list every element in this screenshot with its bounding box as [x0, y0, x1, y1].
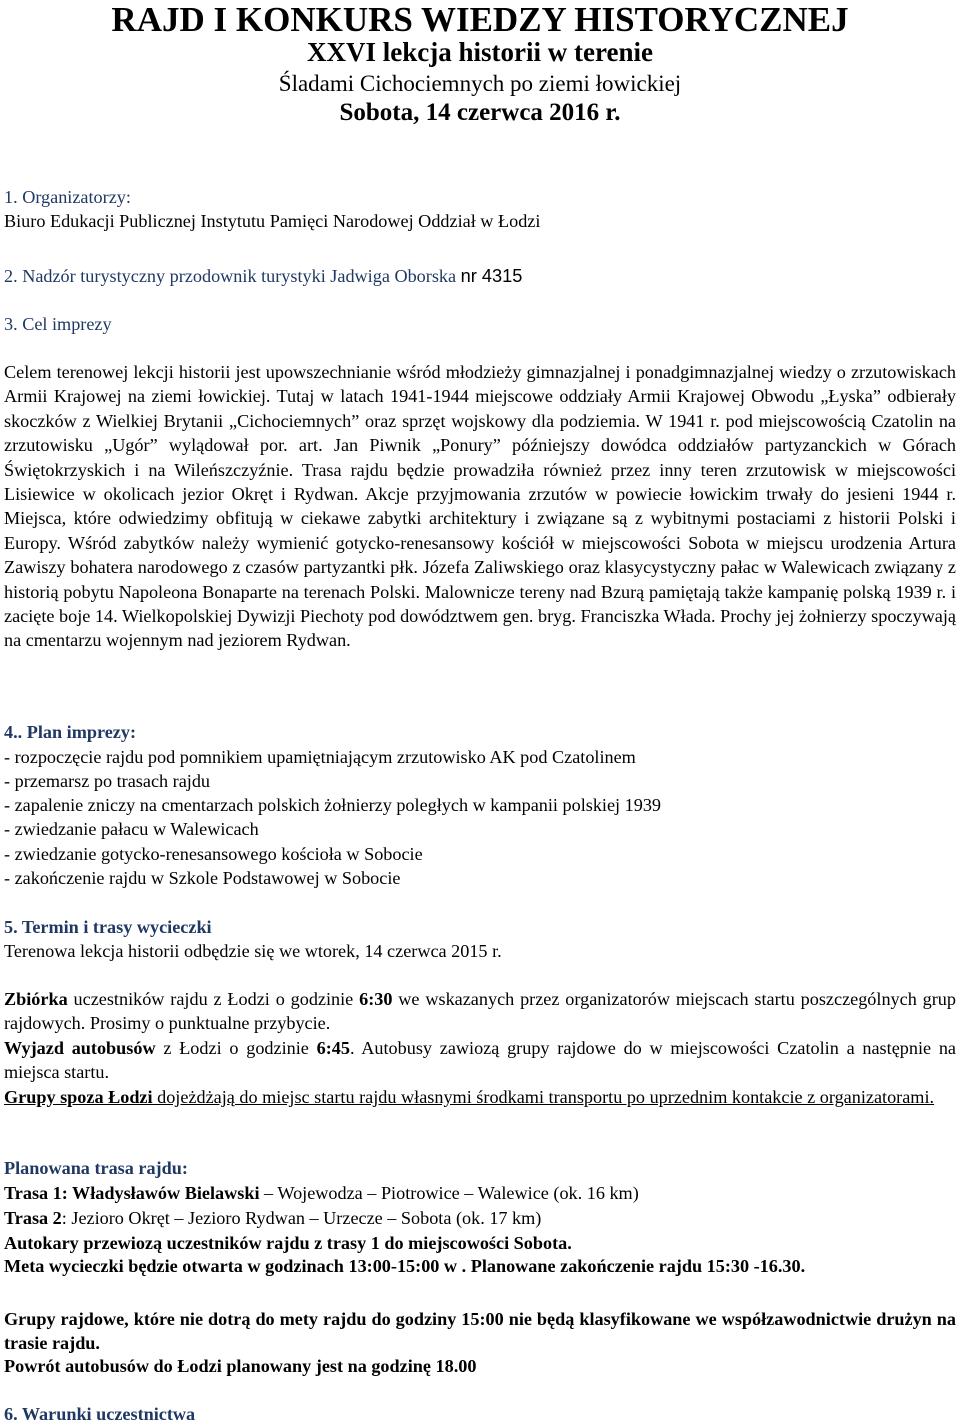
section-4-heading: 4.. Plan imprezy: — [4, 722, 137, 742]
section-3-heading: 3. Cel imprezy — [4, 314, 112, 334]
plan-item: - zakończenie rajdu w Szkole Podstawowej w Sobocie — [4, 868, 401, 888]
section-1-heading: 1. Organizatorzy: — [4, 187, 131, 207]
plan-item: - zwiedzanie gotycko-renesansowego kościoła w Sobocie — [4, 844, 423, 864]
route-2: Trasa 2: Jezioro Okręt – Jezioro Rydwan – Urzecze – Sobota (ok. 17 km) — [4, 1208, 542, 1228]
section-5-heading: 5. Termin i trasy wycieczki — [4, 917, 212, 937]
return-note: Powrót autobusów do Łodzi planowany jest na godzinę 18.00 — [4, 1356, 477, 1376]
gathering-label: Zbiórka — [4, 989, 68, 1009]
route-name: Śladami Cichociemnych po ziemi łowickiej — [278, 71, 682, 96]
departure-paragraph: Wyjazd autobusów z Łodzi o godzinie 6:45. Autobusy zawiozą grupy rajdowe do w miejscowości Czatolin a następnie na miejsca startu. — [4, 1038, 956, 1083]
section-3-body: Celem terenowej lekcji historii jest upowszechnianie wśród młodzieży gimnazjalnej i ponadgimnazjalnej wiedzy o zrzutowiskach Armii Krajowej na ziemi łowickiej. Tutaj w latach 1941-1944 miejscowe oddziały Armii Krajowej Obwodu „Łyska” odbierały skoczków z Wielkiej Brytanii „Cichociemnych” oraz sprzęt wojskowy dla podziemia. W 1941 r. pod miejscowością Czatolin na zrzutowisku „Ugór” wylądował por. art. Jan Piwnik „Ponury” późniejszy dowódca oddziałów partyzanckich w Górach Świętokrzyskich i na Wileńszczyźnie. Trasa rajdu będzie prowadziła również przez inny teren zrzutowisk w miejscowości Lisiewice w okolicach jezior Okręt i Rydwan. Akcje przyjmowania zrzutów w powiecie łowickim trwały do jesieni 1944 r. Miejsca, które odwiedzimy obfitują w ciekawe zabytki architektury i związane są z wybitnymi postaciami z historii Polski i Europy. Wśród zabytków należy wymienić gotycko-renesansowy kościół w miejscowości Sobota w miejscu urodzenia Artura Zawiszy bohatera narodowego z czasów partyzantki płk. Józefa Zaliwskiego oraz klasycystyczny pałac w Walewicach związany z historią pobytu Napoleona Bonaparte na terenach Polski. Malownicze tereny nad Bzurą pamiętają także kampanię polską 1939 r. i zacięte boje 14. Wielkopolskiej Dywizji Piechoty pod dowództwem gen. bryg. Franciszka Włada. Prochy jej żołnierzy spoczywają na cmentarzu wojennym nad jeziorem Rydwan. — [4, 362, 956, 651]
late-groups-note: Grupy rajdowe, które nie dotrą do mety rajdu do godziny 15:00 nie będą klasyfikowane we współzawodnictwie drużyn na trasie rajdu. — [4, 1309, 956, 1354]
route-1: Trasa 1: Władysławów Bielawski – Wojewodza – Piotrowice – Walewice (ok. 16 km) — [4, 1183, 639, 1203]
outside-groups-paragraph: Grupy spoza Łodzi dojeżdżają do miejsc startu rajdu własnymi środkami transportu po uprzednim kontakcie z organizatorami. — [4, 1087, 935, 1107]
departure-label: Wyjazd autobusów — [4, 1038, 156, 1058]
document-subtitle: XXVI lekcja historii w terenie — [307, 37, 653, 67]
plan-item: - rozpoczęcie rajdu pod pomnikiem upamiętniającym zrzutowisko AK pod Czatolinem — [4, 747, 636, 767]
gathering-time: 6:30 — [359, 989, 393, 1009]
finish-note: Meta wycieczki będzie otwarta w godzinach 13:00-15:00 w . Planowane zakończenie rajdu 15:30 -16.30. — [4, 1256, 806, 1276]
event-date: Sobota, 14 czerwca 2016 r. — [339, 99, 621, 126]
date-note: Terenowa lekcja historii odbędzie się we wtorek, 14 czerwca 2015 r. — [4, 941, 502, 961]
bus-note: Autokary przewiozą uczestników rajdu z trasy 1 do miejscowości Sobota. — [4, 1233, 572, 1253]
section-6-heading: 6. Warunki uczestnictwa — [4, 1404, 196, 1424]
supervisor-number: nr 4315 — [460, 266, 523, 286]
gathering-paragraph: Zbiórka uczestników rajdu z Łodzi o godzinie 6:30 we wskazanych przez organizatorów miejscach startu poszczególnych grup rajdowych. Prosimy o punktualne przybycie. — [4, 989, 956, 1034]
outside-groups-label: Grupy spoza Łodzi — [4, 1087, 153, 1107]
supervisor-text: 2. Nadzór turystyczny przodownik turystyki Jadwiga Oborska — [4, 266, 457, 286]
plan-item: - przemarsz po trasach rajdu — [4, 771, 211, 791]
organizers-text: Biuro Edukacji Publicznej Instytutu Pamięci Narodowej Oddział w Łodzi — [4, 211, 541, 231]
route-heading: Planowana trasa rajdu: — [4, 1158, 188, 1178]
document-title: RAJD I KONKURS WIEDZY HISTORYCZNEJ — [111, 0, 849, 39]
plan-item: - zapalenie zniczy na cmentarzach polskich żołnierzy poległych w kampanii polskiej 1939 — [4, 795, 662, 815]
plan-item: - zwiedzanie pałacu w Walewicach — [4, 819, 259, 839]
departure-time: 6:45 — [316, 1038, 350, 1058]
section-2-text — [4, 265, 522, 287]
